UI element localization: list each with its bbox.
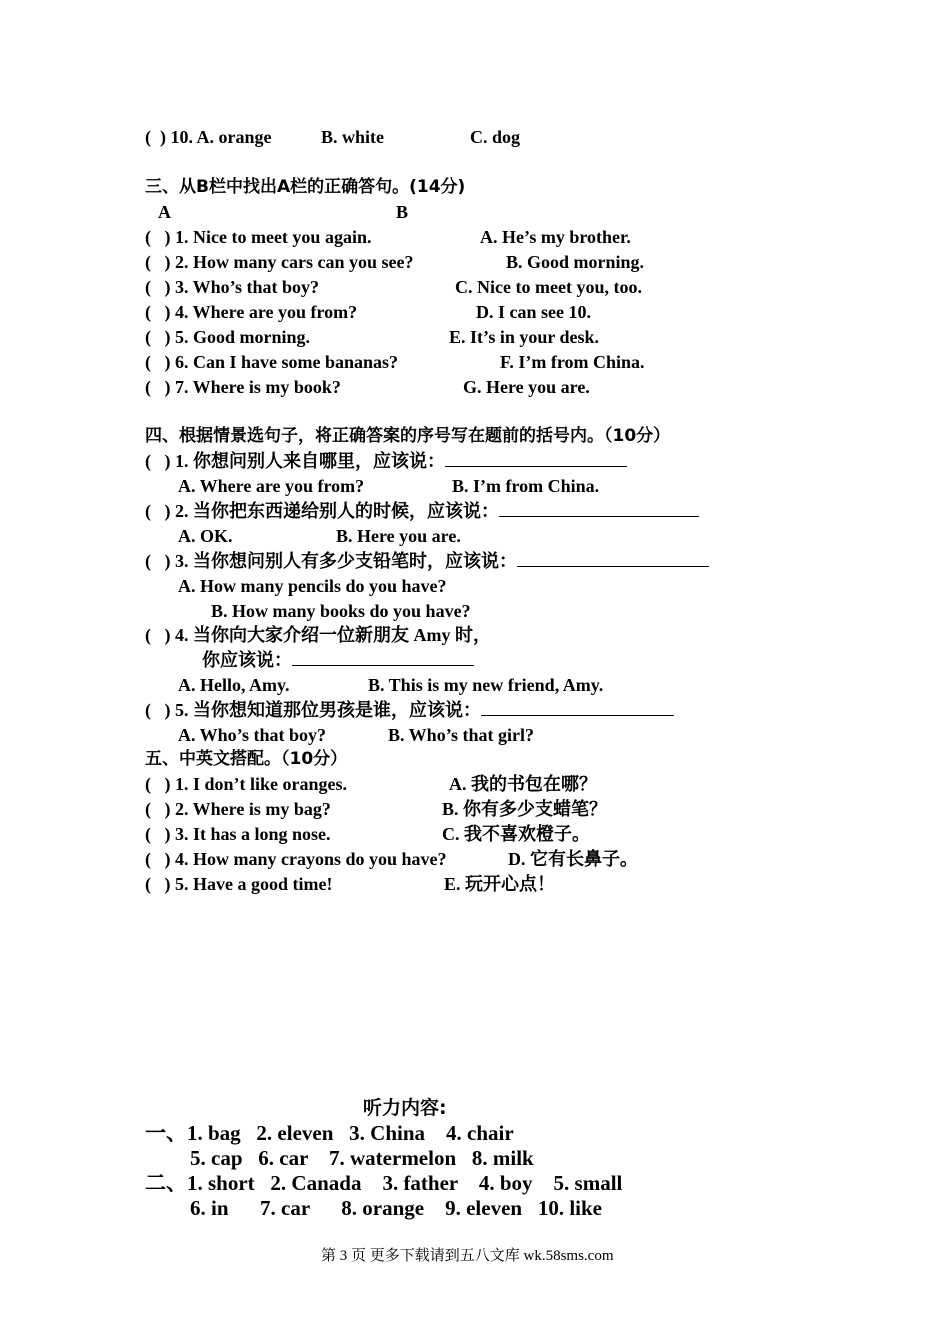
section3-answer: D. I can see 10. <box>476 302 591 322</box>
section4-q3: ( ) 3. 当你想问别人有多少支铅笔时，应该说： <box>145 550 709 572</box>
section4-q5-option-a: A. Who’s that boy? <box>178 725 327 745</box>
section3-col-b-header: B <box>396 202 409 222</box>
section4-q1: ( ) 1. 你想问别人来自哪里，应该说： <box>145 450 627 472</box>
listening-title: 听力内容: <box>363 1097 447 1119</box>
section4-q1-option-a: A. Where are you from? <box>178 476 365 496</box>
section3-answer: B. Good morning. <box>506 252 645 272</box>
section3-title: 三、从B栏中找出A栏的正确答句。(14分) <box>145 177 466 197</box>
section4-q5-option-b: B. Who’s that girl? <box>388 725 535 745</box>
section3-answer: E. It’s in your desk. <box>449 327 600 347</box>
section3-question: ( ) 6. Can I have some bananas? <box>145 352 399 372</box>
section3-question: ( ) 7. Where is my book? <box>145 377 341 397</box>
section4-q3-option-b: B. How many books do you have? <box>211 601 471 621</box>
section3-question: ( ) 1. Nice to meet you again. <box>145 227 372 247</box>
section5-answer: C. 我不喜欢橙子。 <box>442 824 590 844</box>
q10-option-b: B. white <box>321 127 384 147</box>
section4-q4: ( ) 4. 当你向大家介绍一位新朋友 Amy 时， <box>145 625 491 645</box>
answer-blank[interactable] <box>292 649 474 666</box>
q10-stem: ( ) 10. A. orange <box>145 127 272 147</box>
answer-blank[interactable] <box>517 550 709 567</box>
section4-q2: ( ) 2. 当你把东西递给别人的时候，应该说： <box>145 500 699 522</box>
section4-q3-option-a: A. How many pencils do you have? <box>178 576 447 596</box>
listening-line-4: 6. in 7. car 8. orange 9. eleven 10. like <box>190 1196 602 1220</box>
section3-col-a-header: A <box>158 202 171 222</box>
section3-question: ( ) 4. Where are you from? <box>145 302 358 322</box>
section3-question: ( ) 2. How many cars can you see? <box>145 252 414 272</box>
section5-question: ( ) 4. How many crayons do you have? <box>145 849 447 869</box>
section4-q4-continued: 你应该说： <box>202 649 474 671</box>
section5-title: 五、中英文搭配。（10分） <box>145 749 348 769</box>
section4-q5: ( ) 5. 当你想知道那位男孩是谁，应该说： <box>145 699 674 721</box>
section5-question: ( ) 2. Where is my bag? <box>145 799 331 819</box>
section4-q4-option-b: B. This is my new friend, Amy. <box>368 675 604 695</box>
section5-answer: E. 玩开心点！ <box>444 874 556 894</box>
section3-question: ( ) 3. Who’s that boy? <box>145 277 320 297</box>
section3-question: ( ) 5. Good morning. <box>145 327 311 347</box>
answer-blank[interactable] <box>445 450 627 467</box>
section5-question: ( ) 3. It has a long nose. <box>145 824 331 844</box>
section3-answer: F. I’m from China. <box>500 352 645 372</box>
section4-q2-option-a: A. OK. <box>178 526 233 546</box>
section3-answer: C. Nice to meet you, too. <box>455 277 642 297</box>
listening-line-3: 二、1. short 2. Canada 3. father 4. boy 5. small <box>145 1171 623 1195</box>
section5-answer: B. 你有多少支蜡笔？ <box>442 799 608 819</box>
section5-answer: A. 我的书包在哪？ <box>449 774 597 794</box>
listening-line-1: 一、1. bag 2. eleven 3. China 4. chair <box>145 1121 514 1145</box>
section4-q4-option-a: A. Hello, Amy. <box>178 675 290 695</box>
page-footer: 第 3 页 更多下载请到五八文库 wk.58sms.com <box>321 1248 614 1264</box>
section5-question: ( ) 5. Have a good time! <box>145 874 333 894</box>
answer-blank[interactable] <box>499 500 699 517</box>
section5-answer: D. 它有长鼻子。 <box>508 849 638 869</box>
listening-line-2: 5. cap 6. car 7. watermelon 8. milk <box>190 1146 534 1170</box>
section4-q1-option-b: B. I’m from China. <box>452 476 600 496</box>
q10-option-c: C. dog <box>470 127 521 147</box>
section3-answer: A. He’s my brother. <box>480 227 631 247</box>
section5-question: ( ) 1. I don’t like oranges. <box>145 774 347 794</box>
section4-q2-option-b: B. Here you are. <box>336 526 461 546</box>
answer-blank[interactable] <box>481 699 674 716</box>
section4-title: 四、根据情景选句子，将正确答案的序号写在题前的括号内。（10分） <box>145 426 671 446</box>
section3-answer: G. Here you are. <box>463 377 590 397</box>
